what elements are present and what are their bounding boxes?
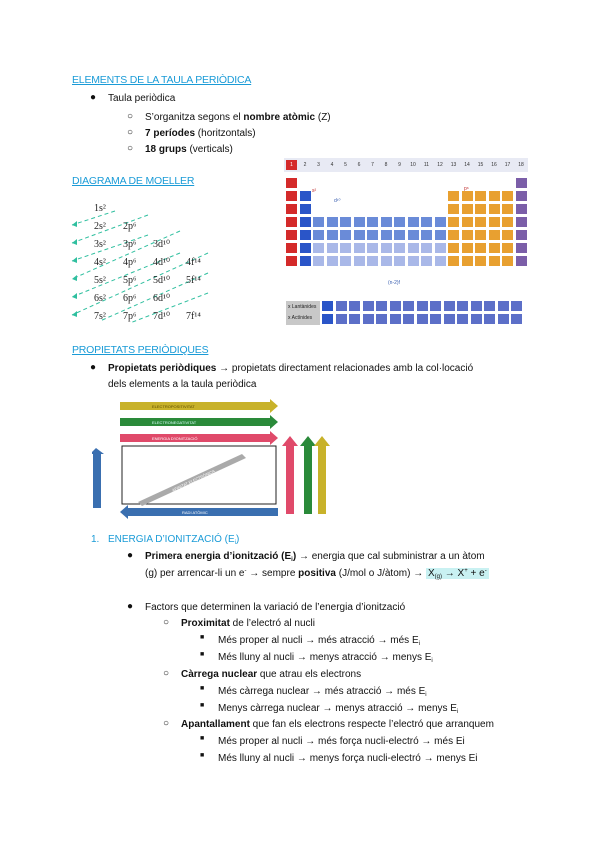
apantallament-b: Més lluny al nucli → menys força nucli-electró → menys Ei (218, 753, 478, 764)
element-cell (313, 256, 324, 266)
element-cell (367, 256, 378, 266)
carrega-a: Més càrrega nuclear → més atracció → més $E_i$ (218, 686, 427, 698)
sub-bullet-nombre: S’organitza segons el nombre atòmic (Z) (145, 112, 331, 123)
f-element-cell (457, 314, 468, 324)
p-label: p⁶ (464, 186, 469, 192)
element-cell (367, 230, 378, 240)
primera-energia-line2: (g) per arrencar-li un e- → sempre positiva (J/mol o J/àtom) → $X_{(g)} \to X^+ + e^-$ (145, 568, 487, 580)
element-cell (327, 217, 338, 227)
element-cell (381, 243, 392, 253)
element-cell (502, 243, 513, 253)
element-cell (394, 217, 405, 227)
element-cell (435, 230, 446, 240)
group-number: 13 (450, 162, 457, 168)
orbital-5p: 5p⁶ (123, 275, 137, 286)
lanthanides-label: x Lantànides (288, 304, 317, 310)
properties-diagram (92, 398, 332, 522)
group-number: 10 (410, 162, 416, 168)
factor-apantallament: Apantallament que fan els electrons respecte l’electró que arranquem (181, 719, 494, 730)
arrow-radi-vertical (92, 448, 104, 508)
element-cell (367, 243, 378, 253)
bullet-square: ■ (200, 651, 205, 658)
primera-energia-line1: Primera energia d’ionització $(E_i)$ → energia que cal subministrar a un àtom (145, 551, 485, 563)
arrow-en-vertical (300, 436, 316, 514)
element-cell (286, 243, 297, 253)
element-cell (300, 256, 311, 266)
f-element-cell (417, 314, 428, 324)
element-cell (516, 256, 527, 266)
group-number: 7 (371, 162, 374, 168)
bullet-taula: Taula periòdica (108, 93, 176, 104)
element-cell (381, 256, 392, 266)
orbital-4d: 4d¹⁰ (153, 257, 171, 268)
element-cell (475, 217, 486, 227)
element-cell (394, 230, 405, 240)
element-cell (489, 230, 500, 240)
bullet-square: ■ (200, 634, 205, 641)
element-cell (286, 204, 297, 214)
orbital-2s: 2s² (94, 221, 106, 232)
element-cell (313, 230, 324, 240)
element-cell (448, 204, 459, 214)
bullet-dot: ● (90, 92, 97, 103)
f-element-cell (336, 301, 347, 311)
properties-arrows-svg (92, 398, 332, 522)
element-cell (286, 230, 297, 240)
bullet-square: ■ (200, 735, 205, 742)
f-element-cell (376, 314, 387, 324)
factors-bullet: Factors que determinen la variació de l’energia d’ionització (145, 602, 406, 613)
element-cell (475, 256, 486, 266)
f-element-cell (336, 314, 347, 324)
element-cell (516, 230, 527, 240)
element-cell (340, 243, 351, 253)
group-number: 5 (344, 162, 347, 168)
orbital-7s: 7s² (94, 311, 106, 322)
element-cell (489, 256, 500, 266)
group-number: 12 (437, 162, 443, 168)
label-electronegativitat: ELECTRONEGATIVITAT (152, 420, 197, 425)
element-cell (394, 256, 405, 266)
group-number: 1 (286, 160, 297, 170)
element-cell (421, 243, 432, 253)
element-cell (408, 217, 419, 227)
f-element-cell (511, 301, 522, 311)
f-element-cell (376, 301, 387, 311)
element-cell (408, 230, 419, 240)
group-header-row (284, 158, 528, 172)
f-element-cell (457, 301, 468, 311)
bullet-circle: ○ (127, 111, 134, 122)
f-element-cell (430, 301, 441, 311)
group-number: 17 (504, 162, 511, 168)
energia-ionitzacio-heading: ENERGIA D’IONITZACIÓ $(E_i)$ (108, 534, 240, 546)
element-cell (354, 256, 365, 266)
group-number: 4 (330, 162, 334, 168)
element-cell (435, 256, 446, 266)
sub-bullet-periodes: 7 períodes (horitzontals) (145, 128, 256, 139)
list-number: 1. (91, 534, 100, 545)
group-number: 6 (357, 162, 361, 168)
element-cell (448, 256, 459, 266)
arrow-electronegativitat (120, 415, 278, 429)
element-cell (327, 230, 338, 240)
element-cell (421, 230, 432, 240)
orbital-7f: 7f¹⁴ (186, 311, 201, 322)
element-cell (313, 217, 324, 227)
arrow-electropositivitat (120, 399, 278, 413)
section-heading-elements: ELEMENTS DE LA TAULA PERIÒDICA (72, 74, 252, 86)
element-cell (448, 217, 459, 227)
element-cell (286, 217, 297, 227)
label-radi-atomic: RADI ATÒMIC (182, 510, 208, 515)
f-element-cell (390, 314, 401, 324)
element-cell (516, 204, 527, 214)
element-cell (489, 191, 500, 201)
f-element-cell (417, 301, 428, 311)
f-element-cell (403, 301, 414, 311)
element-cell (300, 191, 311, 201)
element-cell (475, 230, 486, 240)
group-number: 14 (464, 162, 470, 168)
actinides-label: x Actínides (288, 315, 313, 321)
arrow-ep-vertical (314, 436, 330, 514)
f-element-cell (363, 301, 374, 311)
orbital-6p: 6p⁶ (123, 293, 137, 304)
element-cell (502, 217, 513, 227)
f-element-cell (349, 301, 360, 311)
f-element-cell (471, 314, 482, 324)
periodic-table (284, 158, 528, 330)
element-cell (421, 256, 432, 266)
element-cell (502, 204, 513, 214)
element-cell (286, 256, 297, 266)
element-cell (408, 256, 419, 266)
orbital-1s: 1s² (94, 203, 106, 214)
f-element-cell (390, 301, 401, 311)
element-cell (516, 217, 527, 227)
element-cell (354, 243, 365, 253)
label-energia-ionitzacio: ENERGIA D'IONITZACIÓ (152, 436, 198, 441)
proximitat-b: Més lluny al nucli → menys atracció → menys $E_i$ (218, 652, 433, 664)
group-number: 2 (300, 160, 311, 170)
element-cell (435, 243, 446, 253)
factor-carrega: Càrrega nuclear que atrau els electrons (181, 669, 362, 680)
bullet-square: ■ (200, 685, 205, 692)
d-block-label: d¹⁰ (334, 198, 341, 204)
f-element-cell (444, 314, 455, 324)
section-heading-propietats: PROPIETATS PERIÒDIQUES (72, 344, 209, 356)
group-number: 18 (518, 162, 524, 168)
f-element-cell (471, 301, 482, 311)
element-cell (435, 217, 446, 227)
element-cell (300, 243, 311, 253)
element-cell (448, 230, 459, 240)
element-cell (448, 243, 459, 253)
element-cell (300, 204, 311, 214)
element-cell (313, 243, 324, 253)
element-cell (475, 191, 486, 201)
f-element-cell (322, 301, 333, 311)
carrega-b: Menys càrrega nuclear → menys atracció → menys $E_i$ (218, 703, 459, 715)
element-cell (421, 217, 432, 227)
label-electropositivitat: ELECTROPOSITIVITAT (152, 404, 195, 409)
arrow-ei-vertical (282, 436, 298, 514)
element-cell (286, 191, 297, 201)
group-number: 8 (384, 162, 388, 168)
ionization-equation: $X_{(g)} \to X^+ + e^-$ (427, 568, 487, 580)
element-cell (475, 243, 486, 253)
element-cell (516, 178, 527, 188)
f-element-cell (484, 314, 495, 324)
orbital-2p: 2p⁶ (123, 221, 137, 232)
bullet-circle: ○ (163, 617, 170, 628)
f-element-cell (403, 314, 414, 324)
bullet-circle: ○ (163, 718, 170, 729)
f-element-cell (363, 314, 374, 324)
orbital-4s: 4s² (94, 257, 106, 268)
element-grid (284, 176, 528, 276)
f-element-cell (349, 314, 360, 324)
f-element-cell (322, 314, 333, 324)
group-number: 15 (477, 162, 484, 168)
element-cell (462, 256, 473, 266)
f-element-cell (430, 314, 441, 324)
element-cell (394, 243, 405, 253)
element-cell (462, 243, 473, 253)
element-cell (381, 217, 392, 227)
element-cell (381, 230, 392, 240)
element-cell (286, 178, 297, 188)
element-cell (327, 256, 338, 266)
apantallament-a: Més proper al nucli → més força nucli-electró → més Ei (218, 736, 465, 747)
element-cell (462, 217, 473, 227)
propietats-line2: dels elements a la taula periòdica (108, 379, 257, 390)
proximitat-a: Més proper al nucli → més atracció → més $E_i$ (218, 635, 420, 647)
f-element-cell (498, 314, 509, 324)
element-cell (340, 217, 351, 227)
bullet-square: ■ (200, 702, 205, 709)
bullet-circle: ○ (127, 143, 134, 154)
element-cell (489, 204, 500, 214)
factor-proximitat: Proximitat de l’electró al nucli (181, 618, 315, 629)
element-cell (502, 230, 513, 240)
f-element-cell (498, 301, 509, 311)
orbital-7d: 7d¹⁰ (153, 311, 171, 322)
element-cell (367, 217, 378, 227)
element-cell (502, 256, 513, 266)
orbital-4f: 4f¹⁴ (186, 257, 201, 268)
moeller-heading: DIAGRAMA DE MOELLER (72, 175, 195, 187)
element-cell (408, 243, 419, 253)
element-cell (462, 230, 473, 240)
bullet-square: ■ (200, 752, 205, 759)
sub-bullet-grups: 18 grups (verticals) (145, 144, 233, 155)
element-cell (448, 191, 459, 201)
element-cell (462, 204, 473, 214)
bullet-dot: ● (127, 601, 134, 612)
bullet-circle: ○ (163, 668, 170, 679)
element-cell (489, 243, 500, 253)
element-cell (340, 230, 351, 240)
element-cell (489, 217, 500, 227)
group-number: 16 (491, 162, 497, 168)
element-cell (354, 230, 365, 240)
f-element-cell (511, 314, 522, 324)
element-cell (475, 204, 486, 214)
orbital-3p: 3p⁶ (123, 239, 137, 250)
element-cell (340, 256, 351, 266)
element-cell (327, 243, 338, 253)
orbital-3s: 3s² (94, 239, 106, 250)
element-cell (300, 230, 311, 240)
group-number: 9 (398, 162, 401, 168)
group-number: 3 (317, 162, 320, 168)
f-element-cell (444, 301, 455, 311)
bullet-dot: ● (127, 550, 134, 561)
element-cell (516, 243, 527, 253)
orbital-4p: 4p⁶ (123, 257, 137, 268)
orbital-5f: 5f¹⁴ (186, 275, 201, 286)
arrow-energia-ionitzacio (120, 431, 278, 445)
element-cell (300, 217, 311, 227)
group-number: 11 (423, 162, 430, 168)
element-cell (502, 191, 513, 201)
element-cell (354, 217, 365, 227)
bullet-circle: ○ (127, 127, 134, 138)
bullet-dot: ● (90, 362, 97, 373)
s-label: s² (312, 188, 317, 194)
orbital-6s: 6s² (94, 293, 106, 304)
label-afinitat: AFINITAT ELECTRÒNICA (171, 468, 216, 493)
propietats-line1: Propietats periòdiques → propietats directament relacionades amb la col·locació (108, 363, 474, 374)
element-cell (462, 191, 473, 201)
f-block-label: (n-2)f (388, 280, 400, 286)
orbital-3d: 3d¹⁰ (153, 239, 171, 250)
orbital-5d: 5d¹⁰ (153, 275, 171, 286)
f-block-grid (322, 301, 528, 327)
moeller-diagram (0, 0, 270, 340)
orbital-5s: 5s² (94, 275, 106, 286)
element-cell (516, 191, 527, 201)
f-element-cell (484, 301, 495, 311)
orbital-7p: 7p⁶ (123, 311, 137, 322)
orbital-6d: 6d¹⁰ (153, 293, 171, 304)
